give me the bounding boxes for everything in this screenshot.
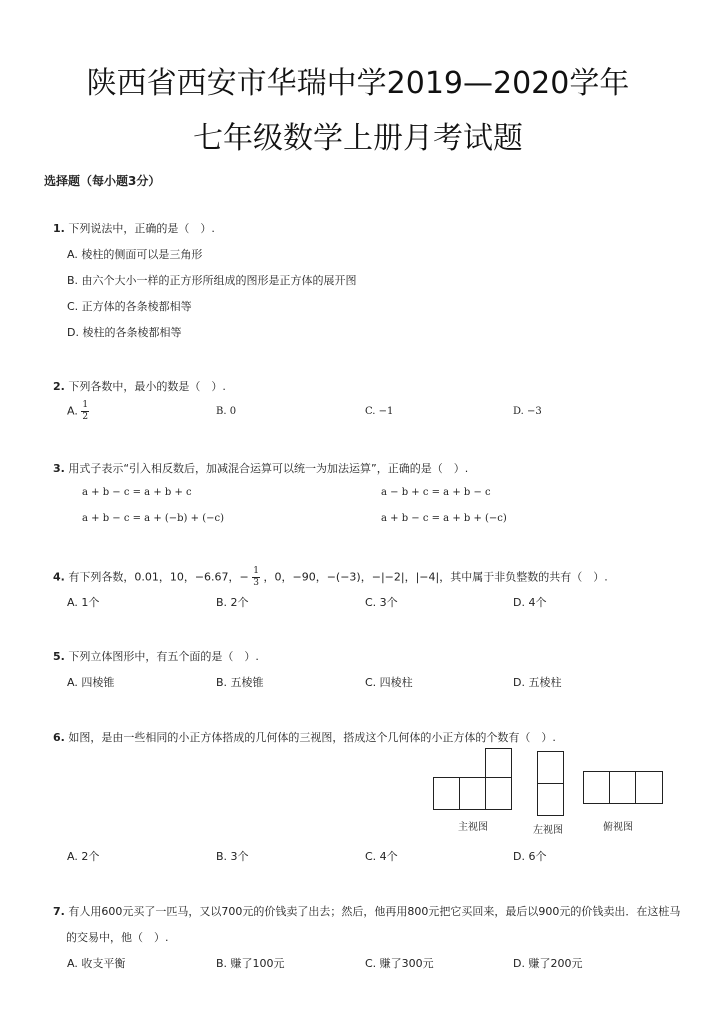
- question-number: 3.: [53, 462, 65, 475]
- fraction-denominator: 2: [82, 412, 89, 422]
- title-line-2: 七年级数学上册月考试题: [193, 121, 523, 156]
- q1-option-a: A. 棱柱的侧面可以是三角形: [67, 248, 203, 261]
- top-view-label: 俯视图: [603, 822, 633, 833]
- top-view-cell: [583, 771, 610, 804]
- question-text: 下列说法中，正确的是（ ）.: [68, 222, 215, 235]
- q7-option-b: B. 赚了100元: [216, 957, 285, 970]
- q4-option-d: D. 4个: [513, 596, 547, 609]
- q5-option-d: D. 五棱柱: [513, 676, 562, 689]
- q6-option-c: C. 4个: [365, 850, 398, 863]
- q2-option-b: B. 0: [216, 406, 237, 417]
- front-view-cell: [433, 777, 460, 810]
- question-4: [53, 566, 608, 589]
- left-view-cell: [537, 751, 564, 784]
- front-view-cell: [485, 748, 512, 778]
- question-text-line-1: 有人用600元买了一匹马，又以700元的价钱卖了出去；然后，他再用800元把它买回来，最后以900元的价钱卖出．在这桩马: [68, 905, 681, 918]
- q4-option-c: C. 3个: [365, 596, 398, 609]
- fraction: [81, 400, 89, 423]
- q4-option-a: A. 1个: [67, 596, 100, 609]
- q3-option-2: a − b + c = a + b − c: [381, 487, 491, 498]
- question-2: [53, 378, 226, 394]
- q1-option-c: C. 正方体的各条棱都相等: [67, 300, 192, 313]
- left-view-cell: [537, 783, 564, 816]
- question-text-after: ，0，−90，−(−3)，−|−2|，|−4|，其中属于非负整数的共有（ ）.: [263, 570, 608, 584]
- question-number: 7.: [53, 905, 65, 918]
- question-text: 如图，是由一些相同的小正方体搭成的几何体的三视图，搭成这个几何体的小正方体的个数有（ ）.: [68, 731, 556, 744]
- q7-option-c: C. 赚了300元: [365, 957, 434, 970]
- question-text-before: 有下列各数，0.01，10，−6.67，−: [68, 570, 249, 584]
- option-label: A.: [67, 404, 78, 418]
- question-7: [53, 903, 680, 919]
- question-text: 下列各数中，最小的数是（ ）.: [68, 380, 226, 393]
- question-number: 5.: [53, 650, 65, 663]
- question-number: 2.: [53, 380, 65, 393]
- question-1: [53, 220, 215, 236]
- top-view-cell: [635, 771, 663, 804]
- question-text: 下列立体图形中，有五个面的是（ ）.: [68, 650, 259, 663]
- question-number: 4.: [53, 570, 65, 584]
- q1-option-b: B. 由六个大小一样的正方形所组成的图形是正方体的展开图: [67, 274, 357, 287]
- q2-option-d: D. −3: [513, 406, 542, 417]
- q6-option-d: D. 6个: [513, 850, 547, 863]
- top-view-cell: [609, 771, 636, 804]
- section-heading: 选择题（每小题3分）: [44, 174, 161, 188]
- q5-option-c: C. 四棱柱: [365, 676, 413, 689]
- question-number: 6.: [53, 731, 65, 744]
- q6-option-a: A. 2个: [67, 850, 100, 863]
- q1-option-d: D. 棱柱的各条棱都相等: [67, 326, 182, 339]
- question-7-continued: 的交易中，他（ ）.: [66, 931, 169, 944]
- question-number: 1.: [53, 222, 65, 235]
- front-view-cell: [459, 777, 486, 810]
- q3-option-1: a + b − c = a + b + c: [82, 487, 192, 498]
- q5-option-a: A. 四棱锥: [67, 676, 115, 689]
- q7-option-a: A. 收支平衡: [67, 957, 126, 970]
- left-view-label: 左视图: [533, 825, 563, 836]
- title-line-1: 陕西省西安市华瑞中学2019—2020学年: [86, 66, 630, 101]
- front-view-label: 主视图: [458, 822, 488, 833]
- fraction: [252, 566, 260, 589]
- q5-option-b: B. 五棱锥: [216, 676, 264, 689]
- q3-option-3: a + b − c = a + (−b) + (−c): [82, 513, 224, 524]
- q3-option-4: a + b − c = a + b + (−c): [381, 513, 507, 524]
- q7-option-d: D. 赚了200元: [513, 957, 583, 970]
- fraction-denominator: 3: [253, 578, 259, 588]
- front-view-cell: [485, 777, 512, 810]
- fraction-numerator: 1: [82, 400, 89, 410]
- question-6: [53, 729, 556, 745]
- question-5: [53, 648, 259, 664]
- q2-option-a: [67, 400, 89, 423]
- q2-option-c: C. −1: [365, 406, 394, 417]
- fraction-numerator: 1: [253, 566, 259, 576]
- question-text: 用式子表示“引入相反数后，加减混合运算可以统一为加法运算”，正确的是（ ）.: [68, 462, 469, 475]
- q4-option-b: B. 2个: [216, 596, 249, 609]
- q6-option-b: B. 3个: [216, 850, 249, 863]
- question-3: [53, 460, 468, 476]
